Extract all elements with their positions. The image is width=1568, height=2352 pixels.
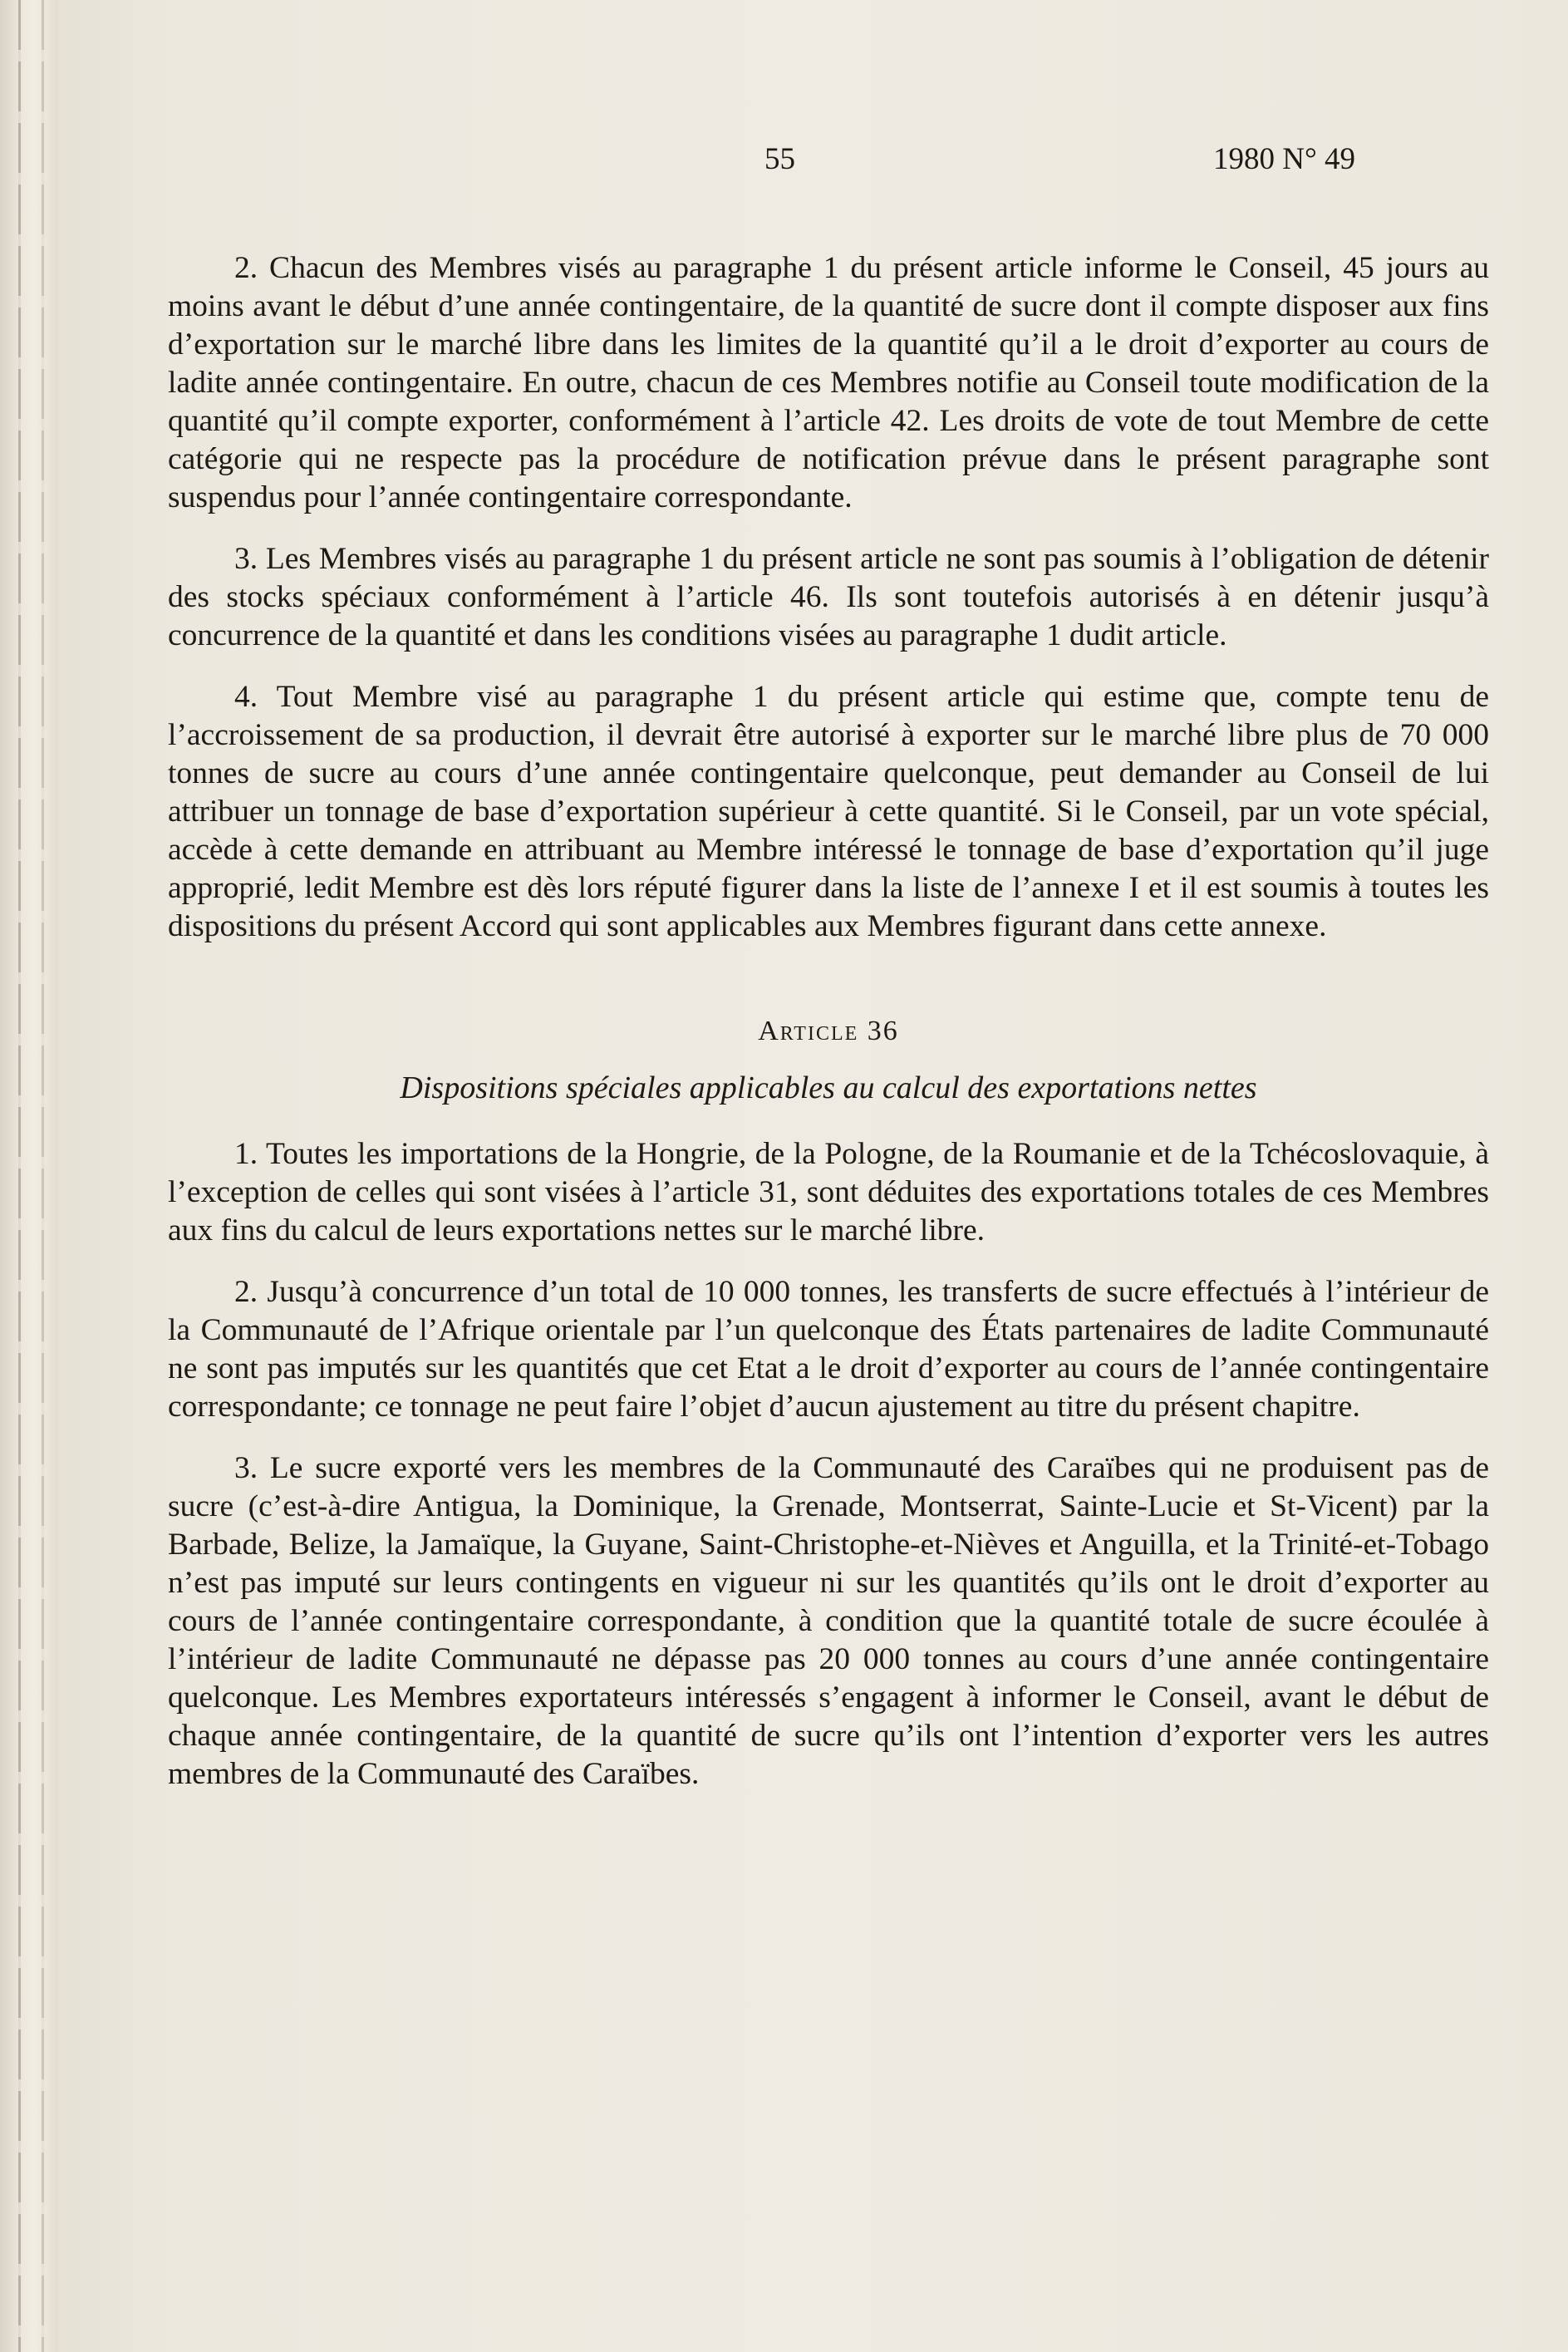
article-heading: Article 36 (758, 1016, 899, 1046)
page-number: 55 (764, 142, 795, 176)
binding-edge (18, 0, 21, 2352)
paragraph: 2. Chacun des Membres visés au paragraphe 1 du présent article informe le Conseil, 45 jours au moins avant le début d’une année contingentaire, de la quantité de sucre dont il compte disposer aux fins d’exportation sur le marché libre dans les limites de la quantité qu’il a le droit d’exporter au cours de ladite année contingentaire. En outre, chacun de ces Membres notifie au Conseil toute modification de la quantité qu’il compte exporter, conformément à l’article 42. Les droits de vote de tout Membre de cette catégorie qui ne respecte pas la procédure de notification prévue dans le présent paragraphe sont suspendus pour l’année contingentaire correspondante. (168, 251, 1489, 514)
page-body (168, 249, 1489, 1817)
paragraph: 4. Tout Membre visé au paragraphe 1 du présent article qui estime que, compte tenu de l’accroissement de sa production, il devrait être autorisé à exporter sur le marché libre plus de 70 000 tonnes de sucre au cours d’une année contingentaire quelconque, peut demander au Conseil de lui attribuer un tonnage de base d’exportation supérieur à cette quantité. Si le Conseil, par un vote spécial, accède à cette demande en attribuant au Membre intéressé le tonnage de base d’exportation qu’il juge approprié, ledit Membre est dès lors réputé figurer dans la liste de l’annexe I et il est soumis à toutes les dispositions du présent Accord qui sont applicables aux Membres figurant dans cette annexe. (168, 680, 1489, 943)
article-subtitle: Dispositions spéciales applicables au calcul des exportations nettes (400, 1070, 1257, 1105)
paragraph: 3. Le sucre exporté vers les membres de la Communauté des Caraïbes qui ne produisent pas de sucre (c’est-à-dire Antigua, la Dominique, la Grenade, Montserrat, Sainte-Lucie et St-Vicent) par la Barbade, Belize, la Jamaïque, la Guyane, Saint-Christophe-et-Nièves et Anguilla, et la Trinité-et-Tobago n’est pas imputé sur leurs contingents en vigueur ni sur les quantités qu’ils ont le droit d’exporter au cours de l’année contingentaire correspondante, à condition que la quantité totale de sucre écoulée à l’intérieur de ladite Communauté ne dépasse pas 20 000 tonnes au cours d’une année contingentaire quelconque. Les Membres exportateurs intéressés s’engagent à informer le Conseil, avant le début de chaque année contingentaire, de la quantité de sucre qu’ils ont l’intention d’exporter vers les autres membres de la Communauté des Caraïbes. (168, 1451, 1489, 1791)
page-binding (0, 0, 58, 2352)
binding-edge (42, 0, 44, 2352)
document-page (58, 0, 1568, 2352)
paragraph: 3. Les Membres visés au paragraphe 1 du présent article ne sont pas soumis à l’obligation de détenir des stocks spéciaux conformément à l’article 46. Ils sont toutefois autorisés à en détenir jusqu’à concurrence de la quantité et dans les conditions visées au paragraphe 1 dudit article. (168, 542, 1489, 652)
paragraph: 1. Toutes les importations de la Hongrie, de la Pologne, de la Roumanie et de la Tchécoslovaquie, à l’exception de celles qui sont visées à l’article 31, sont déduites des exportations totales de ces Membres aux fins du calcul de leurs exportations nettes sur le marché libre. (168, 1137, 1489, 1247)
paragraph: 2. Jusqu’à concurrence d’un total de 10 000 tonnes, les transferts de sucre effectués à l’intérieur de la Communauté de l’Afrique orientale par l’un quelconque des États partenaires de ladite Communauté ne sont pas imputés sur les quantités que cet Etat a le droit d’exporter au cours de l’année contingentaire correspondante; ce tonnage ne peut faire l’objet d’aucun ajustement au titre du présent chapitre. (168, 1275, 1489, 1424)
document-reference: 1980 N° 49 (1213, 142, 1356, 176)
page-header (58, 141, 1568, 191)
